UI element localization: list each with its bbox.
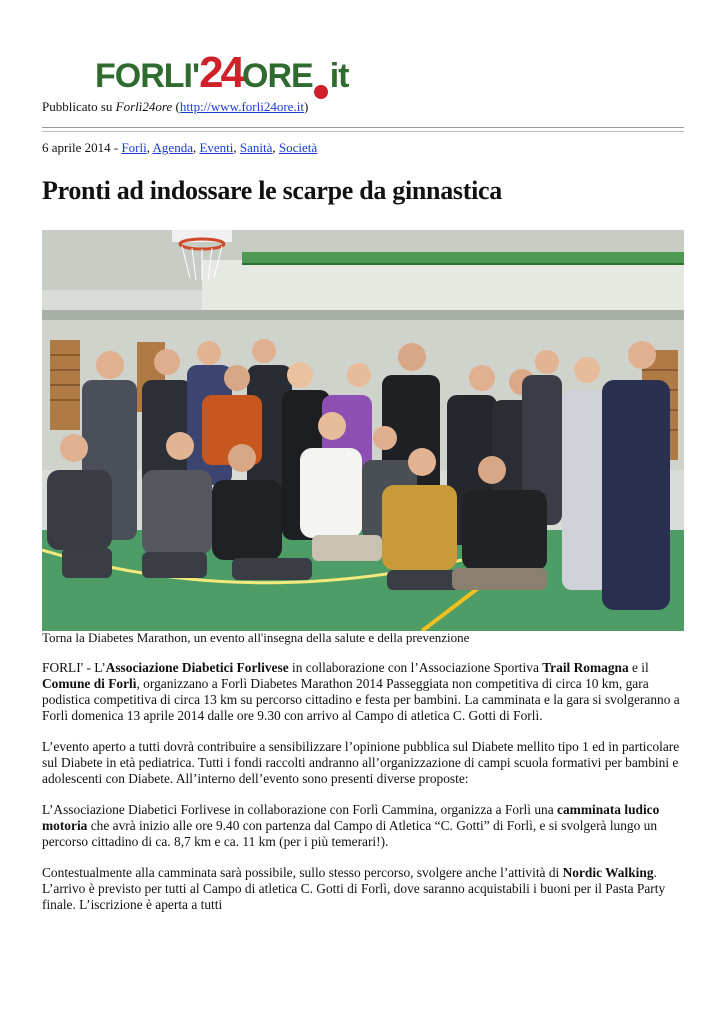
category-link-forli[interactable]: Forlì (121, 140, 147, 155)
p1-text-c: in collaborazione con l’Associazione Sportiva (288, 660, 543, 675)
paragraph-1 (42, 660, 687, 724)
category-link-societa[interactable]: Società (278, 140, 318, 155)
p4-bold-nordic: Nordic Walking (562, 865, 654, 880)
meta-separator: - (110, 140, 122, 155)
logo-it-text: it (329, 57, 349, 95)
article-body (42, 660, 687, 928)
article-date: 6 aprile 2014 (42, 140, 111, 155)
divider (42, 127, 684, 132)
group-photo-illustration (42, 230, 684, 631)
published-prefix: Pubblicato su (42, 99, 116, 114)
paragraph-4 (42, 865, 687, 913)
logo-dot-icon (314, 85, 328, 99)
published-line (42, 99, 308, 115)
p4-text-a: Contestualmente alla camminata sarà possibile, sullo stesso percorso, svolgere anche l’attività di (42, 865, 563, 880)
article-meta: 6 aprile 2014 - Forlì, Agenda, Eventi, Sanità, Società (42, 140, 318, 155)
photo-caption: Torna la Diabetes Marathon, un evento all'insegna della salute e della prevenzione (42, 630, 470, 645)
logo-24-text: 24 (199, 48, 243, 97)
p3-bold-camminata: camminata ludico motoria (42, 802, 660, 833)
p3-text-a: L’Associazione Diabetici Forlivese in collaborazione con Forlì Cammina, organizza a Forlì una (42, 802, 558, 817)
p1-text-a: FORLI' - L’ (42, 660, 106, 675)
category-link-agenda[interactable]: Agenda (152, 140, 193, 155)
p4-text-c: . L’arrivo è previsto per tutti al Campo di atletica C. Gotti di Forlì, dove saranno acquistabili i buoni per il Pasta Party finale. L’iscrizione è aperta a tutti (42, 865, 666, 912)
p1-bold-comune: Comune di Forlì (42, 676, 137, 691)
p1-bold-association: Associazione Diabetici Forlivese (105, 660, 289, 675)
published-close: ) (303, 99, 309, 114)
p1-bold-trail: Trail Romagna (542, 660, 629, 675)
category-link-eventi[interactable]: Eventi (199, 140, 234, 155)
article-title: Pronti ad indossare le scarpe da ginnastica (42, 176, 502, 205)
published-site: Forlì24ore (115, 99, 173, 114)
logo-forli-text: FORLI' (95, 57, 200, 95)
published-url-link[interactable]: http://www.forli24ore.it (179, 99, 304, 114)
p1-text-e: e il (628, 660, 649, 675)
p1-text-g: , organizzano a Forlì Diabetes Marathon 2014 Passeggiata non competitiva di circa 10 km, gara podistica competitiva di circa 13 km su percorso cittadino e festa per bambini. La camminata e la gara si svolgeranno a Forlì domenica 13 aprile 2014 dalle ore 9.30 con arrivo al Campo di atletica C. Gotti di Forlì. (42, 676, 680, 723)
logo-ore-text: ORE (242, 57, 313, 95)
published-open: ( (172, 99, 180, 114)
paragraph-2: L’evento aperto a tutti dovrà contribuire a sensibilizzare l’opinione pubblica sul Diabete mellito tipo 1 ed in particolare sul Diabete in età pediatrica. Tutti i fondi raccolti andranno all’organizzazione di campi scuola formativi per bambini e adolescenti con Diabete. All’interno dell’evento sono presenti diverse proposte: (42, 739, 680, 786)
category-link-sanita[interactable]: Sanità (239, 140, 273, 155)
paragraph-3 (42, 802, 687, 850)
p3-text-c: che avrà inizio alle ore 9.40 con partenza dal Campo di Atletica “C. Gotti” di Forlì, e si svolgerà lungo un percorso cittadino di ca. 8,7 km e ca. 11 km (per i più temerari!). (42, 818, 658, 849)
site-logo[interactable] (95, 46, 395, 100)
article-photo (42, 230, 684, 631)
